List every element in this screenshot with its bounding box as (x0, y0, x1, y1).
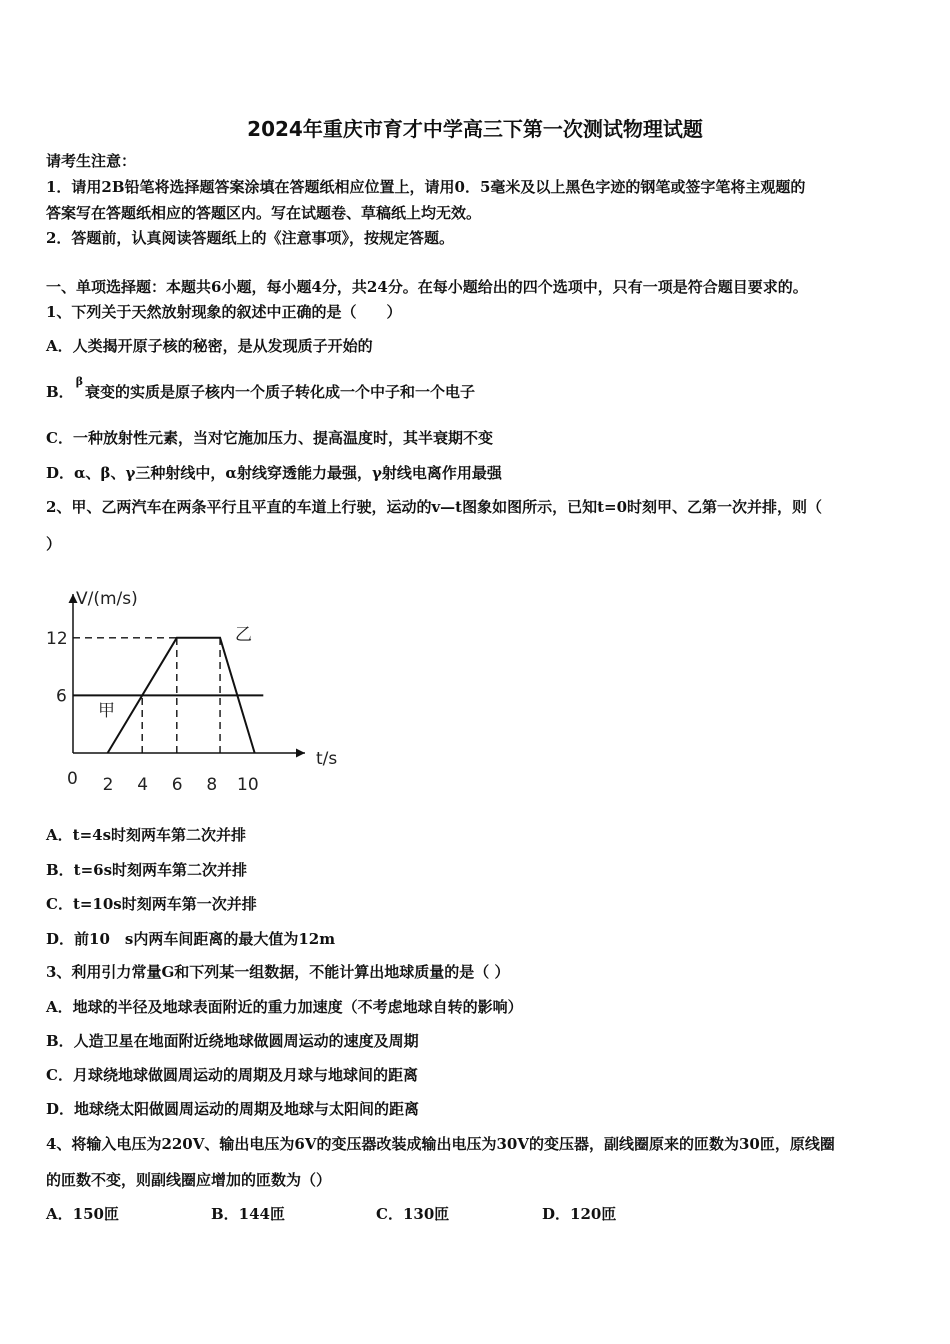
y-tick-label: 6 (56, 686, 67, 707)
series-label-yi: 乙 (235, 625, 252, 645)
q3-option-d: D．地球绕太阳做圆周运动的周期及地球与太阳间的距离 (46, 1100, 420, 1118)
q1-stem: 1、下列关于天然放射现象的叙述中正确的是（ ） (46, 303, 402, 321)
notice-line-1: 1．请用2B铅笔将选择题答案涂填在答题纸相应位置上，请用0．5毫米及以上黑色字迹的钢笔或签字笔将主观题的 (46, 178, 806, 196)
x-tick-label: 2 (102, 775, 114, 795)
q3-option-c: C．月球绕地球做圆周运动的周期及月球与地球间的距离 (46, 1066, 418, 1084)
y-axis-label: V/(m/s) (76, 589, 138, 609)
q4-option-d: D．120匝 (542, 1205, 617, 1223)
q4-option-a: A．150匝 (46, 1205, 119, 1223)
q4-option-c: C．130匝 (376, 1205, 450, 1223)
x-tick-label: 4 (137, 775, 149, 795)
notice-line-2: 2．答题前，认真阅读答题纸上的《注意事项》，按规定答题。 (46, 229, 454, 247)
vt-graph (40, 582, 370, 807)
q2-stem: 2、甲、乙两汽车在两条平行且平直的车道上行驶，运动的v—t图象如图所示，已知t=0时刻甲、乙第一次并排，则（ (46, 498, 823, 516)
beta-symbol: β (75, 375, 83, 388)
q2-option-b: B．t=6s时刻两车第二次并排 (46, 861, 248, 879)
q1-option-d: D．α、β、γ三种射线中，α射线穿透能力最强，γ射线电离作用最强 (46, 464, 502, 482)
q3-option-a: A．地球的半径及地球表面附近的重力加速度（不考虑地球自转的影响） (46, 998, 523, 1016)
x-axis-label: t/s (316, 749, 338, 769)
q4-stem-2: 的匝数不变，则副线圈应增加的匝数为（） (46, 1171, 332, 1189)
q4-option-b: B．144匝 (211, 1205, 285, 1223)
q2-option-c: C．t=10s时刻两车第一次并排 (46, 895, 257, 913)
q4-stem: 4、将输入电压为220V、输出电压为6V的变压器改装成输出电压为30V的变压器，副线圈原来的匝数为30匝，原线圈 (46, 1135, 835, 1153)
x-tick-label: 8 (206, 775, 218, 795)
q1-option-b-text: 衰变的实质是原子核内一个质子转化成一个中子和一个电子 (85, 383, 476, 401)
section-heading: 一、单项选择题：本题共6小题，每小题4分，共24分。在每小题给出的四个选项中，只有一项是符合题目要求的。 (46, 278, 808, 296)
notice-line-1b: 答案写在答题纸相应的答题区内。写在试题卷、草稿纸上均无效。 (46, 204, 482, 222)
x-tick-label: 10 (237, 775, 259, 795)
q2-stem-end: ） (46, 535, 62, 553)
page-title: 2024年重庆市育才中学高三下第一次测试物理试题 (247, 117, 703, 141)
q3-stem: 3、利用引力常量G和下列某一组数据，不能计算出地球质量的是（ ） (46, 963, 510, 981)
q1-option-a: A．人类揭开原子核的秘密，是从发现质子开始的 (46, 337, 373, 355)
q2-option-d: D．前10 s内两车间距离的最大值为12m (46, 930, 336, 948)
q1-option-b-prefix: B． (46, 383, 74, 401)
q1-option-b (46, 375, 476, 404)
q1-option-c: C．一种放射性元素，当对它施加压力、提高温度时，其半衰期不变 (46, 429, 493, 447)
q2-option-a: A．t=4s时刻两车第二次并排 (46, 826, 247, 844)
notice-heading: 请考生注意： (46, 152, 137, 170)
q3-option-b: B．人造卫星在地面附近绕地球做圆周运动的速度及周期 (46, 1032, 419, 1050)
x-tick-label: 6 (171, 775, 183, 795)
x-tick-label: 0 (67, 769, 78, 789)
series-label-jia: 甲 (98, 701, 115, 721)
y-tick-label: 12 (46, 628, 68, 649)
